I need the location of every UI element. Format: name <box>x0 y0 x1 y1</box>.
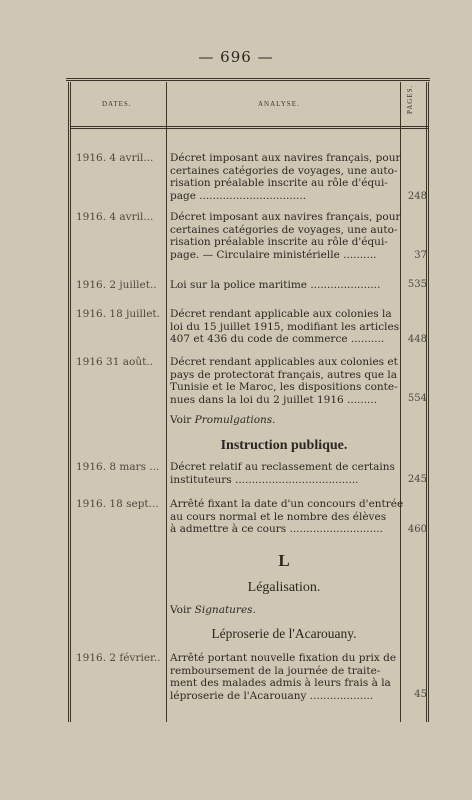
entry-page: 460 <box>407 524 427 535</box>
dates-column-divider <box>166 82 167 722</box>
entry-page: 554 <box>407 393 427 404</box>
entry-date: 1916. 18 sept... <box>76 498 159 510</box>
entry-page: 45 <box>414 689 427 700</box>
letter-heading: L <box>278 551 290 570</box>
header-rule <box>70 126 428 129</box>
entry-page: 535 <box>407 279 427 290</box>
entry-analysis: Décret rendant applicable aux colonies la loi du 15 juillet 1915, modifiant les articles 407 et 436 du code de commerce .......... <box>170 308 400 345</box>
entry-analysis: Décret relatif au reclassement de certains instituteurs ..................................... <box>170 461 395 486</box>
entry-page: 37 <box>414 250 427 261</box>
see-also-promulgations: Voir Promulgations. <box>170 414 276 426</box>
left-border <box>68 82 71 722</box>
section-heading-instruction: Instruction publique. <box>220 438 348 453</box>
entry-analysis: Décret imposant aux navires français, pour certaines catégories de voyages, une auto- risation préalable inscrite au rôle d'équi- page ................................ <box>170 152 401 202</box>
entry-analysis: Arrêté portant nouvelle fixation du prix de remboursement de la journée de traite- ment des malades admis à leurs frais à la léproserie de l'Acarouany ................... <box>170 652 397 702</box>
entry-analysis: Décret rendant applicables aux colonies et pays de protectorat français, autres que la Tunisie et le Maroc, les dispositions conte- nues dans la loi du 2 juillet 1916 ......... <box>170 356 398 406</box>
top-rule <box>66 78 430 81</box>
entry-date: 1916. 18 juillet. <box>76 308 160 320</box>
pages-column-divider <box>400 82 401 722</box>
entry-page: 245 <box>407 474 427 485</box>
entry-date: 1916 31 août.. <box>76 356 153 368</box>
header-dates: DATES. <box>102 100 132 108</box>
header-analyse: ANALYSE. <box>258 100 300 108</box>
entry-analysis: Loi sur la police maritime ..................... <box>170 279 381 291</box>
entry-date: 1916. 8 mars ... <box>76 461 160 473</box>
see-also-signatures: Voir Signatures. <box>170 604 256 616</box>
section-heading-leproserie: Léproserie de l'Acarouany. <box>211 626 357 641</box>
entry-page: 448 <box>407 334 427 345</box>
entry-date: 1916. 4 avril... <box>76 211 154 223</box>
entry-page: 248 <box>407 191 427 202</box>
entry-date: 1916. 2 juillet.. <box>76 279 157 291</box>
entry-date: 1916. 4 avril... <box>76 152 154 164</box>
page-number: — 696 — <box>198 48 274 66</box>
entry-analysis: Décret imposant aux navires français, pour certaines catégories de voyages, une auto- risation préalable inscrite au rôle d'équi- page. — Circulaire ministérielle .......... <box>170 211 401 261</box>
header-pages: PAGES. <box>406 84 414 114</box>
section-heading-legalisation: Légalisation. <box>247 580 321 595</box>
entry-analysis: Arrêté fixant la date d'un concours d'entrée au cours normal et le nombre des élèves à admettre à ce cours ............................ <box>170 498 404 535</box>
entry-date: 1916. 2 février.. <box>76 652 161 664</box>
